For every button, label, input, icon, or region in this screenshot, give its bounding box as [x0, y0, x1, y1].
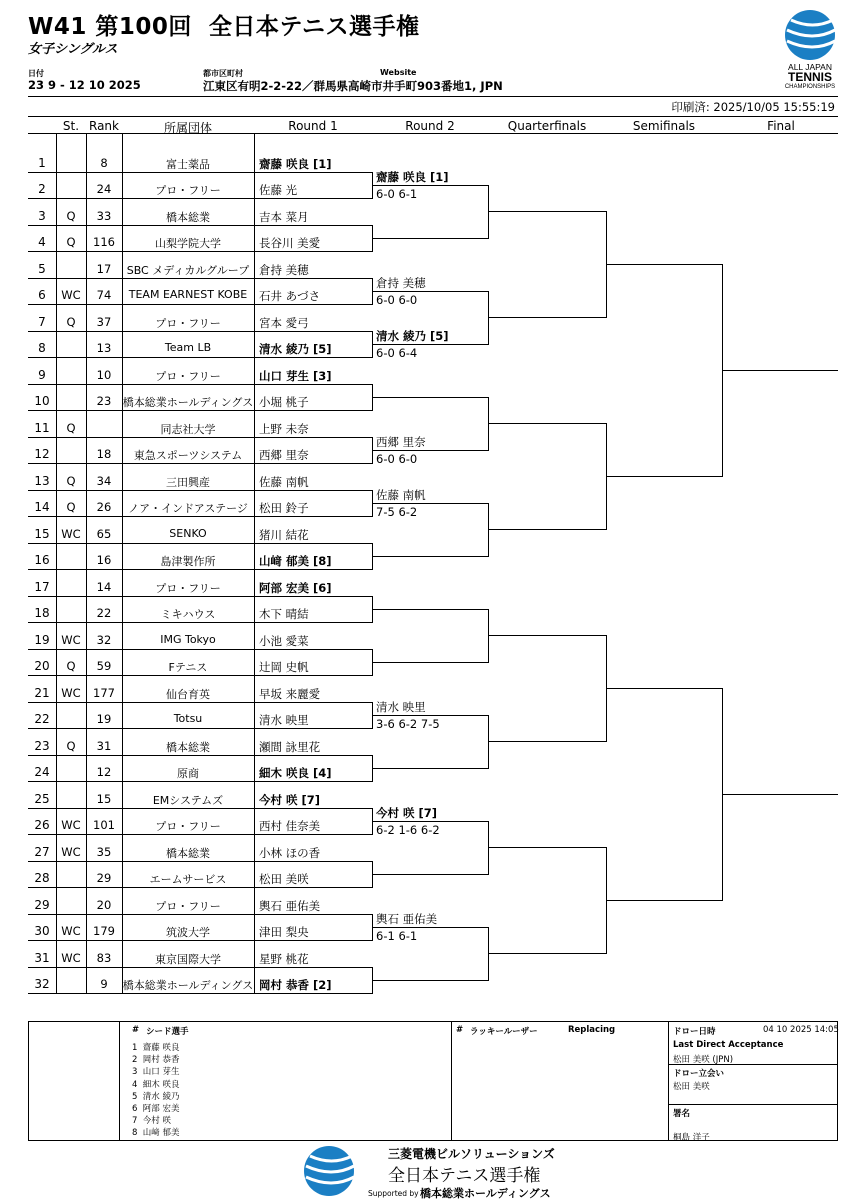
bracket-line	[488, 953, 606, 954]
entry-status: Q	[66, 738, 76, 753]
bracket-line	[372, 609, 488, 610]
entry-rank: 83	[96, 950, 112, 965]
entry-rank: 116	[93, 235, 115, 249]
entry-rank: 65	[96, 526, 112, 541]
draw-position: 32	[34, 977, 50, 991]
entry-player: 木下 晴結	[259, 607, 309, 621]
draw-date-label: ドロー日時	[673, 1027, 716, 1037]
entry-status: WC	[61, 844, 81, 859]
entry-player: 清水 映里	[259, 713, 309, 727]
entry-status: Q	[66, 659, 76, 673]
bracket-line	[372, 450, 488, 451]
sign-value: 桐島 洋子	[673, 1133, 710, 1143]
bracket-line	[372, 344, 488, 345]
entry-underline	[28, 834, 372, 835]
entry-underline	[28, 490, 372, 491]
entry-underline	[28, 649, 372, 650]
entry-underline	[28, 808, 372, 809]
entry-club: 東急スポーツシステム	[133, 449, 243, 462]
table-vline-0	[56, 134, 57, 993]
round2-winner: 清水 綾乃 [5]	[376, 328, 449, 343]
draw-position: 3	[38, 208, 46, 223]
draw-position: 9	[38, 367, 46, 382]
entry-player: 松田 美咲	[259, 872, 309, 886]
entry-underline	[28, 967, 372, 968]
entry-club: 橋本総業ホールディングス	[122, 396, 254, 409]
entry-player: 宮本 愛弓	[259, 315, 309, 330]
bracket-line	[372, 768, 488, 769]
entry-club: Fテニス	[168, 661, 208, 674]
entry-rank: 74	[96, 288, 112, 302]
draw-position: 19	[34, 632, 50, 647]
logo-line1: ALL JAPAN	[788, 62, 832, 72]
entry-rank: 12	[96, 765, 112, 779]
sign-label: 署名	[673, 1109, 691, 1119]
draw-position: 21	[34, 685, 50, 700]
entry-player: 阿部 宏美 [6]	[259, 580, 332, 595]
entry-underline	[28, 675, 372, 676]
entry-player: 吉本 菜月	[259, 209, 309, 224]
entry-status: WC	[61, 685, 81, 700]
entry-player: 山﨑 郁美 [8]	[259, 554, 332, 568]
round2-winner: 今村 咲 [7]	[376, 805, 438, 820]
bracket-line	[488, 423, 606, 424]
entry-rank: 23	[96, 394, 112, 408]
entry-rank: 19	[96, 712, 112, 726]
entry-club: ミキハウス	[160, 608, 216, 621]
round2-score: 6-2 1-6 6-2	[376, 822, 440, 837]
entry-underline	[28, 331, 372, 332]
entry-underline	[28, 437, 372, 438]
entry-player: 辻岡 史帆	[259, 660, 309, 674]
entry-underline	[28, 887, 372, 888]
seed-num-header: #	[132, 1025, 140, 1035]
entry-underline	[28, 861, 372, 862]
seed-item: 7 今村 咲	[132, 1116, 172, 1127]
col-round2: Round 2	[405, 119, 455, 133]
event-subtitle: 女子シングルス	[28, 42, 118, 57]
entry-player: 小堀 桃子	[259, 395, 309, 409]
entry-status: Q	[66, 420, 76, 435]
entry-rank: 32	[96, 632, 112, 647]
bracket-line	[606, 476, 722, 477]
entry-club: 橋本総業	[166, 740, 210, 754]
lucky-num-header: #	[456, 1025, 464, 1035]
bracket-line	[488, 317, 606, 318]
entry-club: プロ・フリー	[155, 899, 221, 913]
draw-position: 25	[34, 791, 50, 806]
col-st: St.	[62, 119, 80, 133]
entry-player: 佐藤 南帆	[259, 474, 309, 489]
bracket-line	[722, 794, 838, 795]
entry-status: Q	[66, 208, 76, 223]
date-label: 日付	[28, 69, 44, 78]
entry-rank: 8	[100, 155, 108, 170]
entry-underline	[28, 543, 372, 544]
entry-club: プロ・フリー	[155, 820, 221, 833]
draw-date-value: 04 10 2025 14:05	[763, 1025, 839, 1035]
seed-item: 3 山口 芽生	[132, 1067, 180, 1078]
entry-status: WC	[61, 818, 81, 832]
bracket-line	[372, 556, 488, 557]
entry-rank: 20	[96, 897, 112, 912]
round2-winner: 輿石 亜佑美	[376, 911, 438, 926]
entry-club: 同志社大学	[160, 422, 216, 436]
entry-rank: 33	[96, 208, 112, 223]
entry-status: Q	[66, 500, 76, 514]
entry-underline	[28, 596, 372, 597]
entry-player: 猪川 結花	[259, 527, 309, 542]
entry-status: WC	[61, 526, 81, 541]
entry-underline	[28, 463, 372, 464]
website-label: Website	[380, 68, 417, 77]
entry-club: Totsu	[173, 712, 203, 725]
seed-item: 4 細木 咲良	[132, 1079, 180, 1090]
col-round1: Round 1	[288, 119, 338, 133]
bracket-line	[488, 741, 606, 742]
draw-position: 5	[38, 261, 46, 276]
entry-player: 長谷川 美愛	[259, 236, 321, 250]
entry-player: 早坂 来麗愛	[259, 686, 321, 701]
entry-underline	[28, 755, 372, 756]
entry-player: 輿石 亜佑美	[259, 898, 321, 913]
entry-rank: 177	[93, 685, 115, 700]
sponsor-line2: 全日本テニス選手権	[388, 1166, 541, 1186]
entry-underline	[28, 225, 372, 226]
entry-underline	[28, 278, 372, 279]
entry-club: 橋本総業ホールディングス	[122, 979, 254, 992]
col-club: 所属団体	[163, 121, 212, 135]
entry-underline	[28, 781, 372, 782]
draw-position: 18	[34, 606, 50, 620]
entry-club: プロ・フリー	[155, 581, 221, 595]
entry-status: Q	[66, 235, 76, 249]
bracket-line	[372, 397, 488, 398]
bracket-line	[372, 662, 488, 663]
footer-hrule-2	[668, 1104, 838, 1105]
place-label: 都市区町村	[203, 69, 243, 78]
bracket-line	[606, 264, 722, 265]
date-value: 23 9 - 12 10 2025	[28, 78, 141, 92]
entry-rank: 37	[96, 314, 112, 329]
entry-rank: 9	[100, 977, 108, 991]
entry-rank: 179	[93, 924, 115, 938]
draw-position: 26	[34, 818, 50, 832]
bracket-line	[372, 821, 488, 822]
entry-club: 橋本総業	[166, 210, 210, 224]
seed-item: 8 山﨑 郁美	[132, 1128, 180, 1139]
entry-club: ノア・インドアステージ	[128, 502, 248, 515]
entry-rank: 17	[96, 261, 112, 276]
entry-rank: 22	[96, 606, 112, 620]
round2-winner: 佐藤 南帆	[376, 487, 426, 502]
bracket-line	[488, 529, 606, 530]
entry-player: 西郷 里奈	[259, 448, 309, 462]
place-value: 江東区有明2-2-22／群馬県高崎市井手町903番地1, JPN	[203, 79, 503, 93]
entry-player: 西村 佳奈美	[259, 819, 321, 833]
entry-underline	[28, 384, 372, 385]
draw-position: 27	[34, 844, 50, 859]
entry-player: 小林 ほの香	[259, 845, 321, 860]
entry-rank: 15	[96, 791, 112, 806]
entry-status: WC	[61, 632, 81, 647]
draw-position: 2	[38, 182, 46, 196]
entry-club: 東京国際大学	[155, 952, 221, 966]
bracket-line	[372, 503, 488, 504]
entry-rank: 59	[96, 659, 112, 673]
entry-underline	[28, 728, 372, 729]
draw-position: 11	[34, 420, 50, 435]
entry-club: 山梨学院大学	[155, 237, 221, 250]
bracket-line	[488, 847, 606, 848]
footer-divider-2	[451, 1021, 452, 1141]
entry-player: 津田 梨央	[259, 925, 309, 939]
draw-position: 23	[34, 738, 50, 753]
draw-position: 1	[38, 155, 46, 170]
bracket-line	[372, 874, 488, 875]
entry-club: プロ・フリー	[155, 369, 221, 383]
entry-underline	[28, 357, 372, 358]
entry-club: Team LB	[164, 341, 212, 354]
page-title: W41 第100回 全日本テニス選手権	[28, 14, 420, 40]
entry-club: EMシステムズ	[152, 793, 224, 807]
entry-player: 倉持 美穂	[259, 262, 309, 277]
footer-divider-1	[119, 1021, 120, 1141]
bracket-line	[372, 238, 488, 239]
seed-item: 5 清水 綾乃	[132, 1091, 180, 1102]
lda-value: 松田 美咲 (JPN)	[673, 1055, 734, 1065]
draw-position: 15	[34, 526, 50, 541]
lucky-loser-header: ラッキールーザー	[470, 1027, 538, 1037]
entry-underline	[28, 569, 372, 570]
entry-player: 佐藤 光	[259, 183, 298, 197]
draw-position: 4	[38, 235, 46, 249]
entry-rank: 14	[96, 579, 112, 594]
seed-item: 2 岡村 恭香	[132, 1055, 180, 1066]
entry-club: プロ・フリー	[155, 316, 221, 330]
entry-rank: 24	[96, 182, 112, 196]
entry-player: 瀬間 詠里花	[259, 739, 321, 754]
entry-status: Q	[66, 314, 76, 329]
entry-underline	[28, 410, 372, 411]
bracket-line	[372, 980, 488, 981]
entry-rank: 29	[96, 871, 112, 885]
entry-club: TEAM EARNEST KOBE	[128, 288, 248, 301]
seed-item: 1 齋藤 咲良	[132, 1043, 180, 1053]
entry-status: WC	[61, 288, 81, 302]
entry-player: 岡村 恭香 [2]	[259, 978, 332, 992]
bracket-line	[372, 185, 488, 186]
entry-rank: 13	[96, 341, 112, 355]
entry-club: SBC メディカルグループ	[126, 263, 250, 277]
seed-item: 6 阿部 宏美	[132, 1104, 180, 1114]
seed-header: シード選手	[146, 1027, 189, 1037]
bracket-line	[488, 635, 606, 636]
draw-position: 31	[34, 950, 50, 965]
draw-position: 14	[34, 500, 50, 514]
draw-position: 24	[34, 765, 50, 779]
col-final: Final	[767, 119, 795, 133]
entry-player: 松田 鈴子	[259, 501, 309, 515]
entry-club: 仙台育英	[166, 687, 210, 701]
entry-rank: 16	[96, 553, 112, 567]
draw-position: 22	[34, 712, 50, 726]
col-semifinals: Semifinals	[632, 119, 696, 133]
entry-player: 上野 未奈	[259, 421, 309, 436]
entry-club: プロ・フリー	[155, 184, 221, 197]
bracket-line	[372, 291, 488, 292]
footer-divider-3	[668, 1021, 669, 1141]
round2-score: 6-0 6-1	[376, 186, 418, 201]
entry-club: エームサービス	[149, 873, 227, 886]
round2-score: 6-0 6-0	[376, 451, 418, 466]
tennis-ball-sponsor-icon	[302, 1144, 356, 1198]
round2-score: 6-0 6-4	[376, 345, 418, 360]
witness-label: ドロー立会い	[673, 1069, 725, 1079]
draw-position: 30	[34, 924, 50, 938]
sponsor-line1: 三菱電機ビルソリューションズ	[388, 1147, 555, 1161]
entry-club: SENKO	[169, 526, 207, 540]
entry-rank: 18	[96, 447, 112, 461]
col-quarterfinals: Quarterfinals	[507, 119, 587, 133]
entry-player: 石井 あづさ	[259, 289, 321, 303]
bracket-line	[488, 211, 606, 212]
round2-score: 3-6 6-2 7-5	[376, 716, 440, 731]
entry-player: 清水 綾乃 [5]	[259, 342, 332, 356]
entry-underline	[28, 993, 372, 994]
entry-rank: 101	[93, 818, 115, 832]
entry-status: WC	[61, 950, 81, 965]
draw-position: 10	[34, 394, 50, 408]
bracket-line	[606, 900, 722, 901]
round2-score: 7-5 6-2	[376, 504, 418, 519]
entry-player: 今村 咲 [7]	[259, 792, 321, 807]
entry-underline	[28, 622, 372, 623]
sponsor-supported-by: Supported by	[368, 1189, 419, 1198]
col-rank: Rank	[89, 119, 119, 133]
entry-player: 山口 芽生 [3]	[259, 368, 332, 383]
entry-underline	[28, 702, 372, 703]
entry-player: 齋藤 咲良 [1]	[259, 156, 332, 171]
entry-club: 三田興産	[166, 475, 210, 489]
entry-club: 橋本総業	[166, 846, 210, 860]
printed-timestamp: 印刷済: 2025/10/05 15:55:19	[671, 100, 835, 114]
draw-position: 20	[34, 659, 50, 673]
round2-winner: 倉持 美穂	[376, 275, 426, 290]
draw-position: 28	[34, 871, 50, 885]
draw-position: 8	[38, 341, 46, 355]
entry-underline	[28, 172, 372, 173]
lda-label: Last Direct Acceptance	[673, 1040, 784, 1050]
round2-score: 6-1 6-1	[376, 928, 418, 943]
bracket-line	[606, 688, 722, 689]
entry-underline	[28, 516, 372, 517]
replacing-header: Replacing	[568, 1025, 616, 1035]
entry-club: 筑波大学	[166, 926, 210, 939]
draw-position: 29	[34, 897, 50, 912]
draw-position: 6	[38, 288, 46, 302]
entry-club: IMG Tokyo	[160, 632, 216, 646]
round2-score: 6-0 6-0	[376, 292, 418, 307]
entry-club: 富士薬品	[166, 157, 210, 171]
draw-position: 16	[34, 553, 50, 567]
bracket-line	[372, 927, 488, 928]
entry-underline	[28, 914, 372, 915]
bracket-line	[722, 370, 838, 371]
draw-position: 7	[38, 314, 46, 329]
entry-club: 原商	[177, 767, 199, 780]
entry-rank: 26	[96, 500, 112, 514]
entry-underline	[28, 304, 372, 305]
entry-player: 細木 咲良 [4]	[259, 766, 332, 780]
bracket-line	[372, 715, 488, 716]
entry-underline	[28, 198, 372, 199]
draw-position: 13	[34, 473, 50, 488]
entry-rank: 10	[96, 367, 112, 382]
entry-rank: 31	[96, 738, 112, 753]
round2-winner: 清水 映里	[376, 699, 426, 714]
sponsor-line3: 橋本総業ホールディングス	[420, 1187, 551, 1200]
entry-club: 島津製作所	[160, 555, 216, 568]
logo-line2: TENNIS	[787, 70, 832, 84]
entry-player: 小池 愛菜	[259, 633, 309, 648]
entry-rank: 34	[96, 473, 112, 488]
round2-winner: 西郷 里奈	[376, 434, 426, 449]
entry-player: 星野 桃花	[259, 951, 309, 966]
entry-underline	[28, 251, 372, 252]
round2-winner: 齋藤 咲良 [1]	[376, 169, 449, 184]
entry-status: Q	[66, 473, 76, 488]
draw-position: 12	[34, 447, 50, 461]
witness-value: 松田 美咲	[673, 1082, 710, 1092]
logo-line3: CHAMPIONSHIPS	[784, 84, 836, 90]
entry-rank: 35	[96, 844, 112, 859]
draw-position: 17	[34, 579, 50, 594]
entry-underline	[28, 940, 372, 941]
entry-status: WC	[61, 924, 81, 938]
